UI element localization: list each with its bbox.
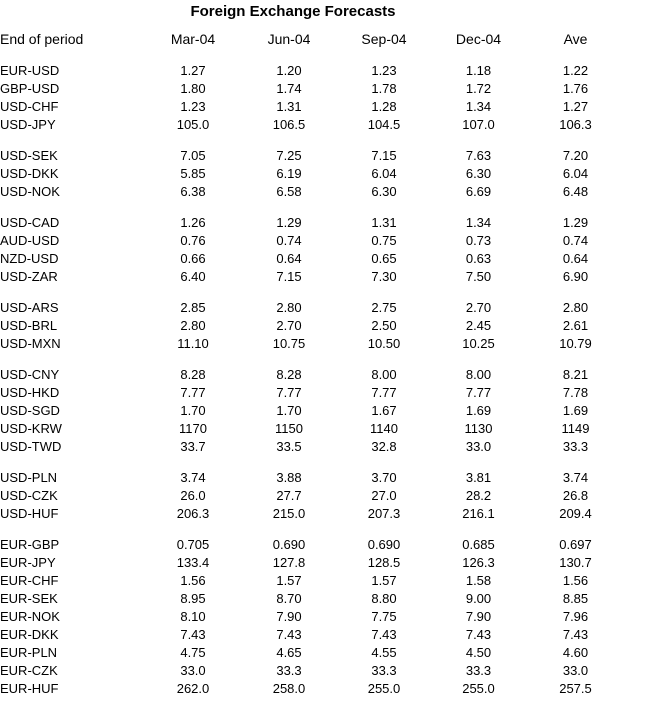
row-header-label: End of period	[0, 31, 84, 47]
table-row	[0, 402, 625, 420]
forecast-value-cell: 33.7	[180, 439, 206, 454]
forecast-value-cell: 9.00	[465, 591, 492, 606]
currency-pair-label: EUR-NOK	[0, 609, 60, 624]
forecast-value-cell: 2.80	[180, 318, 206, 333]
forecast-value-cell: 6.48	[562, 184, 589, 199]
forecast-value-cell: 126.3	[462, 555, 495, 570]
currency-pair-label: EUR-SEK	[0, 591, 58, 606]
forecast-value-cell: 1.29	[276, 215, 302, 230]
forecast-value-cell: 0.76	[180, 233, 206, 248]
forecast-value-cell: 1.34	[465, 215, 492, 230]
forecast-value-cell: 8.28	[180, 367, 206, 382]
group-spacer	[0, 353, 625, 366]
table-row	[0, 536, 625, 554]
forecast-value-cell: 1150	[275, 421, 303, 436]
forecast-value-cell: 32.8	[371, 439, 397, 454]
forecast-value-cell: 1.76	[562, 81, 589, 96]
table-row	[0, 366, 625, 384]
column-header-ave: Ave	[563, 31, 588, 47]
forecast-value-cell: 215.0	[272, 506, 306, 521]
forecast-value-cell: 27.7	[276, 488, 302, 503]
table-row	[0, 183, 625, 201]
forecast-value-cell: 257.5	[559, 681, 592, 696]
forecast-value-cell: 6.38	[180, 184, 206, 199]
forecast-value-cell: 6.04	[562, 166, 589, 181]
table-row	[0, 80, 625, 98]
forecast-value-cell: 1.57	[276, 573, 302, 588]
table-row	[0, 214, 625, 232]
currency-pair-label: GBP-USD	[0, 81, 60, 96]
forecast-value-cell: 7.15	[371, 148, 397, 163]
forecast-value-cell: 127.8	[272, 555, 306, 570]
table-row	[0, 590, 625, 608]
table-row	[0, 299, 625, 317]
forecast-value-cell: 128.5	[367, 555, 401, 570]
forecast-value-cell: 1.27	[562, 99, 589, 114]
currency-pair-label: EUR-HUF	[0, 681, 59, 696]
forecast-value-cell: 10.50	[367, 336, 401, 351]
forecast-value-cell: 33.3	[562, 439, 589, 454]
forecast-value-cell: 6.04	[371, 166, 397, 181]
table-row	[0, 165, 625, 183]
table-row	[0, 680, 625, 698]
currency-pair-label: USD-HUF	[0, 506, 59, 521]
column-header-jun-04: Jun-04	[267, 31, 311, 47]
table-row	[0, 662, 625, 680]
group-spacer	[0, 134, 625, 147]
forecast-value-cell: 216.1	[462, 506, 495, 521]
forecast-value-cell: 3.81	[465, 470, 492, 485]
forecast-value-cell: 209.4	[559, 506, 592, 521]
currency-pair-label: EUR-CZK	[0, 663, 58, 678]
forecast-value-cell: 26.8	[562, 488, 589, 503]
forecast-value-cell: 107.0	[462, 117, 495, 132]
forecast-value-cell: 7.90	[276, 609, 302, 624]
currency-pair-label: AUD-USD	[0, 233, 60, 248]
currency-pair-label: USD-CHF	[0, 99, 59, 114]
forecast-value-cell: 33.5	[276, 439, 302, 454]
table-row	[0, 554, 625, 572]
currency-pair-label: USD-SEK	[0, 148, 58, 163]
group-spacer	[0, 286, 625, 299]
forecast-value-cell: 1.67	[371, 403, 397, 418]
forecast-value-cell: 1140	[370, 421, 398, 436]
forecast-value-cell: 28.2	[465, 488, 492, 503]
currency-pair-label: EUR-DKK	[0, 627, 59, 642]
forecast-value-cell: 1.29	[562, 215, 589, 230]
forecast-value-cell: 1.72	[465, 81, 492, 96]
forecast-value-cell: 4.65	[276, 645, 302, 660]
table-header-row	[0, 30, 625, 48]
table-row	[0, 62, 625, 80]
forecast-value-cell: 7.05	[180, 148, 206, 163]
table-row	[0, 420, 625, 438]
table-row	[0, 469, 625, 487]
forecast-value-cell: 3.88	[276, 470, 302, 485]
table-row	[0, 147, 625, 165]
table-body	[0, 48, 625, 698]
table-row	[0, 335, 625, 353]
page-title: Foreign Exchange Forecasts	[190, 3, 396, 20]
forecast-value-cell: 33.3	[276, 663, 302, 678]
forecast-value-cell: 7.43	[180, 627, 206, 642]
forecast-value-cell: 27.0	[371, 488, 397, 503]
table-row	[0, 572, 625, 590]
group-spacer	[0, 201, 625, 214]
forecast-value-cell: 1130	[464, 421, 493, 436]
forecast-value-cell: 8.00	[371, 367, 397, 382]
forecast-value-cell: 2.75	[371, 300, 397, 315]
forecast-value-cell: 1.80	[180, 81, 206, 96]
forecast-value-cell: 2.45	[465, 318, 492, 333]
forecast-value-cell: 4.50	[465, 645, 492, 660]
forecast-value-cell: 105.0	[176, 117, 210, 132]
forecast-value-cell: 206.3	[176, 506, 210, 521]
forecast-value-cell: 0.690	[367, 537, 401, 552]
table-row	[0, 487, 625, 505]
forecast-value-cell: 2.80	[276, 300, 302, 315]
forecast-value-cell: 262.0	[176, 681, 210, 696]
currency-pair-label: USD-SGD	[0, 403, 60, 418]
table-row	[0, 644, 625, 662]
currency-pair-label: USD-CNY	[0, 367, 60, 382]
forecast-value-cell: 6.40	[180, 269, 206, 284]
forecast-value-cell: 0.64	[276, 251, 302, 266]
table-row	[0, 626, 625, 644]
forecast-value-cell: 0.74	[562, 233, 589, 248]
header-spacer	[0, 48, 625, 62]
forecast-value-cell: 1170	[179, 421, 207, 436]
forecast-value-cell: 8.00	[465, 367, 492, 382]
forecast-value-cell: 6.19	[276, 166, 302, 181]
forecast-value-cell: 4.75	[180, 645, 206, 660]
currency-pair-label: USD-DKK	[0, 166, 59, 181]
forecast-value-cell: 0.73	[465, 233, 492, 248]
forecast-value-cell: 3.74	[180, 470, 206, 485]
forecast-value-cell: 8.21	[562, 367, 589, 382]
forecast-value-cell: 1.18	[465, 63, 492, 78]
currency-pair-label: USD-JPY	[0, 117, 56, 132]
forecast-value-cell: 258.0	[272, 681, 306, 696]
forecast-value-cell: 1.28	[371, 99, 397, 114]
currency-pair-label: USD-NOK	[0, 184, 60, 199]
forecast-value-cell: 1.31	[276, 99, 302, 114]
forecast-value-cell: 8.85	[562, 591, 589, 606]
forecast-value-cell: 0.74	[276, 233, 302, 248]
table-row	[0, 608, 625, 626]
forecast-value-cell: 10.25	[462, 336, 495, 351]
forecast-value-cell: 3.74	[562, 470, 589, 485]
forecast-value-cell: 106.3	[559, 117, 592, 132]
column-header-dec-04: Dec-04	[455, 31, 502, 47]
forecast-value-cell: 207.3	[367, 506, 401, 521]
forecast-value-cell: 2.80	[562, 300, 589, 315]
currency-pair-label: EUR-JPY	[0, 555, 56, 570]
forecast-value-cell: 26.0	[180, 488, 206, 503]
forecast-value-cell: 1.56	[180, 573, 206, 588]
forecast-value-cell: 1.70	[276, 403, 302, 418]
currency-pair-label: NZD-USD	[0, 251, 59, 266]
forecast-value-cell: 1.26	[180, 215, 206, 230]
currency-pair-label: USD-KRW	[0, 421, 62, 436]
forecast-value-cell: 1.69	[562, 403, 589, 418]
forecast-value-cell: 1149	[561, 421, 590, 436]
column-header-mar-04: Mar-04	[170, 31, 216, 47]
currency-pair-label: USD-MXN	[0, 336, 61, 351]
forecast-value-cell: 0.697	[559, 537, 592, 552]
forecast-value-cell: 130.7	[559, 555, 592, 570]
forecast-value-cell: 133.4	[176, 555, 210, 570]
forecast-value-cell: 7.43	[562, 627, 589, 642]
currency-pair-label: EUR-GBP	[0, 537, 60, 552]
forecast-value-cell: 7.30	[371, 269, 397, 284]
forecast-value-cell: 7.77	[180, 385, 206, 400]
forecast-value-cell: 7.90	[465, 609, 492, 624]
fx-forecast-table	[0, 30, 625, 698]
forecast-value-cell: 33.0	[562, 663, 589, 678]
forecast-value-cell: 1.56	[562, 573, 589, 588]
forecast-value-cell: 8.80	[371, 591, 397, 606]
forecast-value-cell: 0.63	[465, 251, 492, 266]
forecast-value-cell: 2.85	[180, 300, 206, 315]
forecast-value-cell: 255.0	[367, 681, 401, 696]
forecast-value-cell: 1.31	[371, 215, 397, 230]
forecast-value-cell: 6.90	[562, 269, 589, 284]
forecast-value-cell: 1.78	[371, 81, 397, 96]
column-header-sep-04: Sep-04	[361, 31, 407, 47]
currency-pair-label: USD-PLN	[0, 470, 58, 485]
forecast-value-cell: 4.60	[562, 645, 589, 660]
currency-pair-label: USD-ARS	[0, 300, 59, 315]
forecast-value-cell: 11.10	[177, 336, 209, 351]
forecast-value-cell: 104.5	[367, 117, 401, 132]
forecast-value-cell: 1.69	[465, 403, 492, 418]
forecast-value-cell: 7.96	[562, 609, 589, 624]
forecast-value-cell: 7.25	[276, 148, 302, 163]
forecast-value-cell: 1.23	[180, 99, 206, 114]
forecast-value-cell: 1.20	[276, 63, 302, 78]
forecast-value-cell: 6.30	[371, 184, 397, 199]
forecast-value-cell: 7.15	[276, 269, 302, 284]
forecast-value-cell: 0.65	[371, 251, 397, 266]
forecast-value-cell: 1.70	[180, 403, 206, 418]
forecast-value-cell: 0.75	[371, 233, 397, 248]
forecast-value-cell: 7.43	[276, 627, 302, 642]
forecast-value-cell: 6.30	[465, 166, 492, 181]
forecast-value-cell: 7.20	[562, 148, 589, 163]
forecast-value-cell: 8.95	[180, 591, 206, 606]
forecast-value-cell: 1.23	[371, 63, 397, 78]
forecast-value-cell: 8.28	[276, 367, 302, 382]
forecast-value-cell: 5.85	[180, 166, 206, 181]
forecast-value-cell: 0.64	[562, 251, 589, 266]
forecast-value-cell: 7.75	[371, 609, 397, 624]
currency-pair-label: USD-BRL	[0, 318, 58, 333]
forecast-value-cell: 1.74	[276, 81, 302, 96]
forecast-value-cell: 4.55	[371, 645, 397, 660]
forecast-value-cell: 33.3	[371, 663, 397, 678]
table-row	[0, 384, 625, 402]
forecast-value-cell: 2.50	[371, 318, 397, 333]
forecast-value-cell: 33.0	[465, 439, 492, 454]
forecast-value-cell: 7.63	[465, 148, 492, 163]
currency-pair-label: EUR-CHF	[0, 573, 59, 588]
forecast-value-cell: 1.27	[180, 63, 206, 78]
table-row	[0, 232, 625, 250]
forecast-value-cell: 255.0	[462, 681, 495, 696]
forecast-value-cell: 0.66	[180, 251, 206, 266]
table-row	[0, 438, 625, 456]
forecast-value-cell: 1.57	[371, 573, 397, 588]
forecast-value-cell: 1.22	[562, 63, 589, 78]
forecast-value-cell: 106.5	[272, 117, 306, 132]
forecast-value-cell: 10.75	[272, 336, 306, 351]
currency-pair-label: USD-CAD	[0, 215, 60, 230]
forecast-value-cell: 7.78	[562, 385, 589, 400]
forecast-value-cell: 7.43	[465, 627, 492, 642]
forecast-value-cell: 6.69	[465, 184, 492, 199]
forecast-value-cell: 33.0	[180, 663, 206, 678]
currency-pair-label: USD-HKD	[0, 385, 60, 400]
forecast-value-cell: 8.70	[276, 591, 302, 606]
forecast-value-cell: 0.705	[176, 537, 210, 552]
forecast-value-cell: 2.70	[276, 318, 302, 333]
currency-pair-label: EUR-USD	[0, 63, 60, 78]
group-spacer	[0, 523, 625, 536]
forecast-value-cell: 8.10	[180, 609, 206, 624]
forecast-value-cell: 10.79	[559, 336, 592, 351]
table-row	[0, 317, 625, 335]
table-row	[0, 116, 625, 134]
group-spacer	[0, 456, 625, 469]
forecast-value-cell: 7.43	[371, 627, 397, 642]
forecast-value-cell: 7.77	[371, 385, 397, 400]
currency-pair-label: USD-TWD	[0, 439, 62, 454]
table-row	[0, 250, 625, 268]
forecast-value-cell: 7.50	[465, 269, 492, 284]
forecast-value-cell: 0.690	[272, 537, 306, 552]
currency-pair-label: USD-CZK	[0, 488, 58, 503]
forecast-value-cell: 1.58	[465, 573, 492, 588]
forecast-value-cell: 33.3	[465, 663, 492, 678]
forecast-value-cell: 2.70	[465, 300, 492, 315]
forecast-value-cell: 3.70	[371, 470, 397, 485]
forecast-value-cell: 7.77	[465, 385, 492, 400]
forecast-value-cell: 1.34	[465, 99, 492, 114]
forecast-value-cell: 2.61	[562, 318, 589, 333]
table-row	[0, 505, 625, 523]
forecast-value-cell: 6.58	[276, 184, 302, 199]
table-row	[0, 98, 625, 116]
forecast-value-cell: 0.685	[462, 537, 495, 552]
currency-pair-label: USD-ZAR	[0, 269, 58, 284]
table-row	[0, 268, 625, 286]
currency-pair-label: EUR-PLN	[0, 645, 58, 660]
forecast-value-cell: 7.77	[276, 385, 302, 400]
